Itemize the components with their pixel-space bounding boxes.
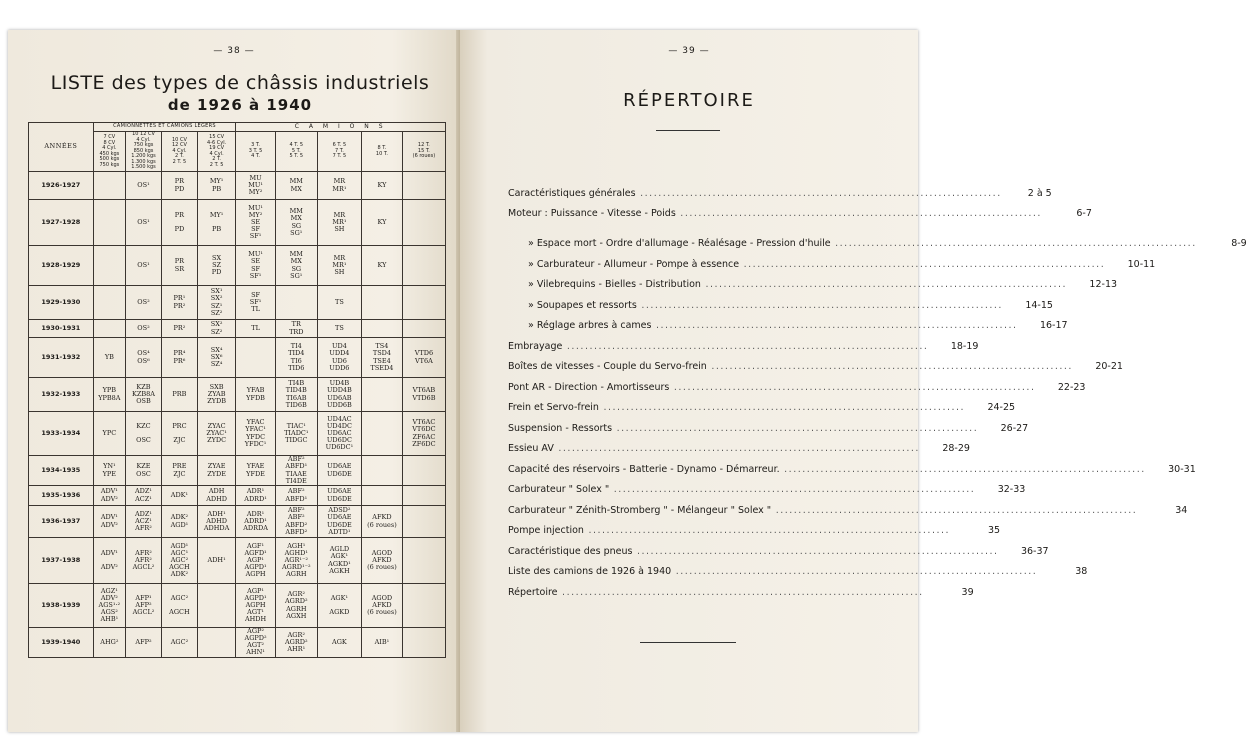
table-row — [29, 200, 446, 246]
year-cell: 1938-1939 — [29, 584, 94, 628]
index-entry — [508, 311, 1068, 332]
index-entry — [508, 270, 1118, 291]
type-cell: YFAE YFDE — [236, 456, 276, 486]
index-entry — [508, 516, 1001, 537]
type-cell — [362, 320, 403, 338]
index-entry-pages: 22-23 — [1057, 381, 1086, 393]
type-cell: OS² — [126, 320, 162, 338]
type-cell — [93, 200, 125, 246]
index-entry-pages: 12-13 — [1089, 279, 1118, 290]
year-cell: 1928-1929 — [29, 246, 94, 286]
table-row — [29, 584, 446, 628]
type-cell: VTD6 VT6A — [402, 338, 445, 378]
leader-dots: ................................................................................ — [669, 381, 1036, 393]
year-cell: 1932-1933 — [29, 378, 94, 412]
type-cell: ADH¹ — [197, 538, 235, 584]
index-entry-label: » Carburateur - Allumeur - Pompe à essence — [528, 258, 740, 270]
table-row — [29, 378, 446, 412]
type-cell: MR MR¹ SH — [317, 200, 361, 246]
index-entry — [508, 219, 1247, 249]
leader-dots: ................................................................................ — [598, 402, 966, 413]
index-entry — [508, 372, 1086, 393]
index-entry-pages: 6-7 — [1076, 208, 1092, 219]
type-cell: PR SR — [161, 246, 197, 286]
type-cell: TS4 TSD4 TSE4 TSED4 — [362, 338, 403, 378]
index-entry — [508, 249, 1156, 270]
index-entry-label: Boîtes de vitesses - Couple du Servo-frein — [508, 361, 707, 372]
type-cell — [402, 286, 445, 320]
leader-dots: ................................................................................ — [830, 238, 1197, 249]
year-cell: 1933-1934 — [29, 412, 94, 456]
year-cell: 1936-1937 — [29, 506, 94, 538]
type-cell: AGP² AGPD² AGT² AHN¹ — [236, 628, 276, 658]
index-entry-label: Répertoire — [508, 586, 558, 598]
type-cell: PR PD — [161, 172, 197, 200]
type-cell: PRB — [161, 378, 197, 412]
type-cell: AGLD AGK¹ AGKD¹ AGKH — [317, 538, 361, 584]
type-cell: UD4 UDD4 UD6 UDD6 — [317, 338, 361, 378]
leader-dots: ................................................................................ — [651, 320, 1018, 331]
index-entry — [508, 475, 1026, 496]
type-cell — [402, 584, 445, 628]
leader-dots: ................................................................................ — [671, 566, 1038, 577]
table-row — [29, 456, 446, 486]
index-entry-label: Pont AR - Direction - Amortisseurs — [508, 381, 670, 393]
type-cell — [93, 320, 125, 338]
type-cell: KZB KZB8A OSB — [126, 378, 162, 412]
leader-dots: ................................................................................ — [562, 340, 929, 352]
index-entry-pages: 32-33 — [997, 484, 1026, 495]
type-cell: TL — [236, 320, 276, 338]
type-cell: ADH¹ ADHD ADHDA — [197, 506, 235, 538]
type-cell: MY¹ PB — [197, 172, 235, 200]
page-number-left: — 38 — — [213, 46, 255, 56]
type-cell: ABF² ABF² ABFD² ABFD² — [275, 506, 317, 538]
type-cell: SX SZ PD — [197, 246, 235, 286]
type-cell: AFKD (6 roues) — [362, 506, 403, 538]
index-entry — [508, 178, 1052, 199]
type-cell: MU¹ SE SF SF¹ — [236, 246, 276, 286]
type-cell: MM MX SG SG¹ — [275, 246, 317, 286]
index-entry-label: Frein et Servo-frein — [508, 402, 599, 413]
type-cell: MR MR¹ — [317, 172, 361, 200]
type-cell: AGC² — [161, 628, 197, 658]
table-row — [29, 538, 446, 584]
column-header: 10 CV 12 CV 4 Cyl. 2 T. 2 T. 5 — [161, 132, 197, 172]
index-entry — [508, 352, 1123, 373]
table-subtitle: de 1926 à 1940 — [167, 96, 313, 114]
index-entry-pages: 35 — [987, 525, 1001, 536]
index-entry-label: Liste des camions de 1926 à 1940 — [508, 566, 672, 577]
type-cell: PR² — [161, 320, 197, 338]
type-cell: PR PD — [161, 200, 197, 246]
type-cell: ADK² AGD¹ — [161, 506, 197, 538]
index-entry-label: Capacité des réservoirs - Batterie - Dynamo - Démarreur. — [508, 463, 780, 475]
type-cell — [402, 246, 445, 286]
type-cell — [402, 486, 445, 506]
type-cell: ADV¹ ADV² — [93, 538, 125, 584]
type-cell: AGOD AFKD (6 roues) — [362, 584, 403, 628]
table-row — [29, 320, 446, 338]
type-cell: OS² — [126, 286, 162, 320]
type-cell: SX² SZ² — [197, 320, 235, 338]
type-cell: YFAC YFAC¹ YFDC YFDC¹ — [236, 412, 276, 456]
type-cell: TIAC¹ TIADC¹ TIDGC — [275, 412, 317, 456]
year-cell: 1931-1932 — [29, 338, 94, 378]
year-cell: 1937-1938 — [29, 538, 94, 584]
type-cell: MM MX SG SG¹ — [275, 200, 317, 246]
index-entry-pages: 20-21 — [1095, 361, 1123, 372]
type-cell: TI4B TID4B TI6AB TID6B — [275, 378, 317, 412]
table-row — [29, 246, 446, 286]
type-cell: SF SF¹ TL — [236, 286, 276, 320]
type-cell: AGZ¹ ADV² AGS¹·² AGS² AHB¹ — [93, 584, 125, 628]
page-number-right: — 39 — — [668, 46, 710, 56]
index-entry-label: » Soupapes et ressorts — [528, 299, 637, 311]
index-entry-label: » Réglage arbres à cames — [528, 320, 652, 331]
index-entry-pages: 39 — [961, 586, 974, 598]
index-entry — [508, 199, 1092, 220]
type-cell: AGP¹ AGPD¹ AGPH AGT¹ AHDH — [236, 584, 276, 628]
column-header: 7 CV 8 CV 4 Cyl. 450 kgs 500 kgs 750 kgs — [93, 132, 125, 172]
type-cell: ADZ¹ ACZ¹ — [126, 486, 162, 506]
type-cell — [402, 200, 445, 246]
index-list — [508, 178, 1247, 598]
type-cell: ADV¹ ADV² — [93, 486, 125, 506]
leader-dots: ................................................................................ — [635, 187, 1002, 199]
type-cell — [275, 286, 317, 320]
type-cell: AGK¹ AGKD — [317, 584, 361, 628]
type-cell: YB — [93, 338, 125, 378]
type-cell: ABF² ABFD¹ — [275, 486, 317, 506]
index-entry — [508, 454, 1196, 475]
type-cell — [362, 286, 403, 320]
column-header: 8 T. 10 T. — [362, 132, 403, 172]
index-entry-pages: 18-19 — [950, 340, 979, 352]
type-cell: AGD¹ AGC¹ AGC² AGCH ADK² — [161, 538, 197, 584]
index-entry-label: Essieu AV — [508, 443, 554, 454]
leader-dots: ................................................................................ — [771, 504, 1138, 516]
type-cell: ADSD² UD6AE UD6DE ADTD¹ — [317, 506, 361, 538]
type-cell: KY — [362, 172, 403, 200]
type-cell: TR TRD — [275, 320, 317, 338]
type-cell — [402, 506, 445, 538]
type-cell: UD6AE UD6DE — [317, 456, 361, 486]
type-cell: TS — [317, 286, 361, 320]
index-entry-pages: 2 à 5 — [1027, 187, 1052, 199]
type-cell: UD4B UDD4B UD6AB UDD6B — [317, 378, 361, 412]
leader-dots: ................................................................................ — [557, 586, 924, 598]
index-entry-pages: 38 — [1075, 566, 1088, 577]
leader-dots: ................................................................................ — [632, 545, 999, 557]
type-cell: UD6AE UD6DE — [317, 486, 361, 506]
type-cell: ZYAE ZYDE — [197, 456, 235, 486]
index-entry — [508, 495, 1188, 516]
index-entry-pages: 10-11 — [1127, 258, 1156, 270]
table-row — [29, 486, 446, 506]
header-light-trucks: CAMIONNETTES ET CAMIONS LÉGERS — [93, 123, 236, 132]
type-cell: SX¹ SX² SZ¹ SZ² — [197, 286, 235, 320]
leader-dots: ................................................................................ — [609, 484, 976, 495]
leader-dots: ................................................................................ — [636, 299, 1003, 311]
type-cell: MM MX — [275, 172, 317, 200]
type-cell: VT6AB VTD6B — [402, 378, 445, 412]
leader-dots: ................................................................................ — [583, 525, 951, 536]
column-header: 10 12 CV 4 Cyl. 750 kgs 850 kgs 1.200 kgs 1.300 kgs 1.500 kgs — [126, 132, 162, 172]
index-entry-label: Pompe injection — [508, 525, 584, 536]
index-entry — [508, 413, 1029, 434]
leader-dots: ................................................................................ — [700, 279, 1068, 290]
type-cell: MU MU¹ MY² — [236, 172, 276, 200]
type-cell: AGC² AGCH — [161, 584, 197, 628]
index-entry-label: Carburateur " Solex " — [508, 484, 610, 495]
column-header: 6 T. 5 7 T. 7 T. 5 — [317, 132, 361, 172]
index-entry-pages: 34 — [1175, 504, 1188, 516]
type-cell: TS — [317, 320, 361, 338]
type-cell: ABF² ABFD¹ TIAAE TI4DE — [275, 456, 317, 486]
table-row — [29, 506, 446, 538]
type-cell: MU¹ MY² SE SF SF¹ — [236, 200, 276, 246]
type-cell: YPB YPB8A — [93, 378, 125, 412]
year-cell: 1927-1928 — [29, 200, 94, 246]
type-cell: YFAB YFDB — [236, 378, 276, 412]
type-cell: KY — [362, 200, 403, 246]
header-trucks: C A M I O N S — [236, 123, 446, 132]
table-row — [29, 286, 446, 320]
type-cell — [197, 584, 235, 628]
index-entry — [508, 290, 1053, 311]
type-cell — [93, 246, 125, 286]
type-cell — [402, 538, 445, 584]
type-cell — [93, 172, 125, 200]
index-entry-pages: 28-29 — [942, 443, 970, 454]
type-cell — [402, 320, 445, 338]
index-entry — [508, 536, 1049, 557]
index-entry — [508, 331, 979, 352]
index-title: RÉPERTOIRE — [623, 90, 755, 111]
index-entry-label: Moteur : Puissance - Vitesse - Poids — [508, 208, 676, 219]
index-entry-pages: 14-15 — [1025, 299, 1053, 311]
leader-dots: ................................................................................ — [675, 208, 1042, 219]
column-header: 4 T. 5 5 T. 5 T. 5 — [275, 132, 317, 172]
table-row — [29, 628, 446, 658]
leader-dots: ................................................................................ — [739, 258, 1106, 270]
type-cell: YN¹ YPE — [93, 456, 125, 486]
leader-dots: ................................................................................ — [553, 443, 920, 454]
type-cell: AGK — [317, 628, 361, 658]
type-cell: TI4 TID4 TI6 TID6 — [275, 338, 317, 378]
right-page — [460, 30, 1247, 732]
year-cell: 1926-1927 — [29, 172, 94, 200]
index-entry — [508, 577, 974, 598]
type-cell: AFP² — [126, 628, 162, 658]
type-cell: AFR² AFR² AGCL² — [126, 538, 162, 584]
index-entry-label: Carburateur " Zénith-Stromberg " - Mélangeur " Solex " — [508, 504, 772, 516]
type-cell: AGF¹ AGFD¹ AGP¹ AGPD¹ AGPH — [236, 538, 276, 584]
type-cell — [362, 486, 403, 506]
type-cell: PRC ZJC — [161, 412, 197, 456]
type-cell: PRE ZJC — [161, 456, 197, 486]
index-entry — [508, 434, 970, 455]
index-entry-label: Caractéristique des pneus — [508, 545, 633, 557]
type-cell: AGR² AGRD² AGRH AGXH — [275, 584, 317, 628]
type-cell: ADV¹ ADV² — [93, 506, 125, 538]
type-cell: ADK¹ — [161, 486, 197, 506]
type-cell: ADZ¹ ACZ¹ AFR² — [126, 506, 162, 538]
index-entry-label: » Vilebrequins - Bielles - Distribution — [528, 279, 701, 290]
index-entry-pages: 16-17 — [1039, 320, 1068, 331]
column-header: 3 T. 3 T. 5 4 T. — [236, 132, 276, 172]
type-cell: MY¹ PB — [197, 200, 235, 246]
table-body — [29, 172, 446, 658]
index-entry-pages: 30-31 — [1168, 463, 1196, 475]
type-cell: UD4AC UD4DC UD6AC UD6DC UD6DC¹ — [317, 412, 361, 456]
type-cell: ADH ADHD — [197, 486, 235, 506]
type-cell — [402, 456, 445, 486]
leader-dots: ................................................................................ — [779, 463, 1146, 475]
type-cell: AGH¹ AGHD¹ AGR¹⁻² AGRD¹⁻² AGRH — [275, 538, 317, 584]
type-cell: KZE OSC — [126, 456, 162, 486]
index-entry-label: Caractéristiques générales — [508, 187, 636, 199]
table-row — [29, 172, 446, 200]
type-cell: PR⁴ PR⁶ — [161, 338, 197, 378]
type-cell: AGR² AGRD² AHR¹ — [275, 628, 317, 658]
type-cell: OS¹ — [126, 246, 162, 286]
column-header: 15 CV 4-6 Cyl. 19 CV 4 Cyl. 2 T. 2 T. 5 — [197, 132, 235, 172]
year-cell: 1939-1940 — [29, 628, 94, 658]
type-cell: AFP¹ AFP² AGCL² — [126, 584, 162, 628]
index-entry-pages: 36-37 — [1020, 545, 1049, 557]
type-cell: PR¹ PR² — [161, 286, 197, 320]
leader-dots: ................................................................................ — [612, 422, 979, 434]
index-entry-pages: 26-27 — [1000, 422, 1029, 434]
type-cell: YPC — [93, 412, 125, 456]
index-entry-pages: 8-9 — [1231, 238, 1247, 249]
type-cell: OS¹ — [126, 172, 162, 200]
type-cell: AGOD AFKD (6 roues) — [362, 538, 403, 584]
type-cell — [362, 378, 403, 412]
type-cell: OS⁴ OS⁶ — [126, 338, 162, 378]
type-cell — [197, 628, 235, 658]
index-entry — [508, 393, 1016, 414]
table-row — [29, 338, 446, 378]
type-cell: ADR¹ ADRD¹ ADRDA — [236, 506, 276, 538]
index-entry-label: » Espace mort - Ordre d'allumage - Réalésage - Pression d'huile — [528, 238, 831, 249]
leader-dots: ................................................................................ — [706, 361, 1073, 372]
index-entry — [508, 557, 1088, 578]
type-cell — [93, 286, 125, 320]
type-cell: ADR¹ ADRD¹ — [236, 486, 276, 506]
type-cell — [236, 338, 276, 378]
type-cell: MR MR¹ SH — [317, 246, 361, 286]
type-cell: AHG² — [93, 628, 125, 658]
chassis-types-table — [28, 122, 446, 658]
type-cell: SXB ZYAB ZYDB — [197, 378, 235, 412]
type-cell — [362, 412, 403, 456]
type-cell: SX⁴ SX⁶ SZ⁴ — [197, 338, 235, 378]
index-entry-label: Suspension - Ressorts — [508, 422, 613, 434]
bottom-divider — [640, 642, 736, 643]
column-header: 12 T. 15 T. (6 roues) — [402, 132, 445, 172]
type-cell — [402, 628, 445, 658]
type-cell — [402, 172, 445, 200]
year-cell: 1935-1936 — [29, 486, 94, 506]
year-cell: 1930-1931 — [29, 320, 94, 338]
type-cell: AIB¹ — [362, 628, 403, 658]
title-divider — [656, 130, 720, 131]
index-entry-pages: 24-25 — [987, 402, 1016, 413]
year-cell: 1929-1930 — [29, 286, 94, 320]
header-years: ANNÉES — [29, 123, 94, 172]
table-title: LISTE des types de châssis industriels — [50, 72, 430, 94]
type-cell: VT6AC VT6DC ZF6AC ZF6DC — [402, 412, 445, 456]
book-spread — [8, 30, 1247, 732]
table-row — [29, 412, 446, 456]
type-cell: KY — [362, 246, 403, 286]
type-cell: OS¹ — [126, 200, 162, 246]
type-cell — [362, 456, 403, 486]
index-entry-label: Embrayage — [508, 340, 563, 352]
type-cell: KZC OSC — [126, 412, 162, 456]
year-cell: 1934-1935 — [29, 456, 94, 486]
type-cell: ZYAC ZYAC¹ ZYDC — [197, 412, 235, 456]
left-page — [8, 30, 460, 732]
